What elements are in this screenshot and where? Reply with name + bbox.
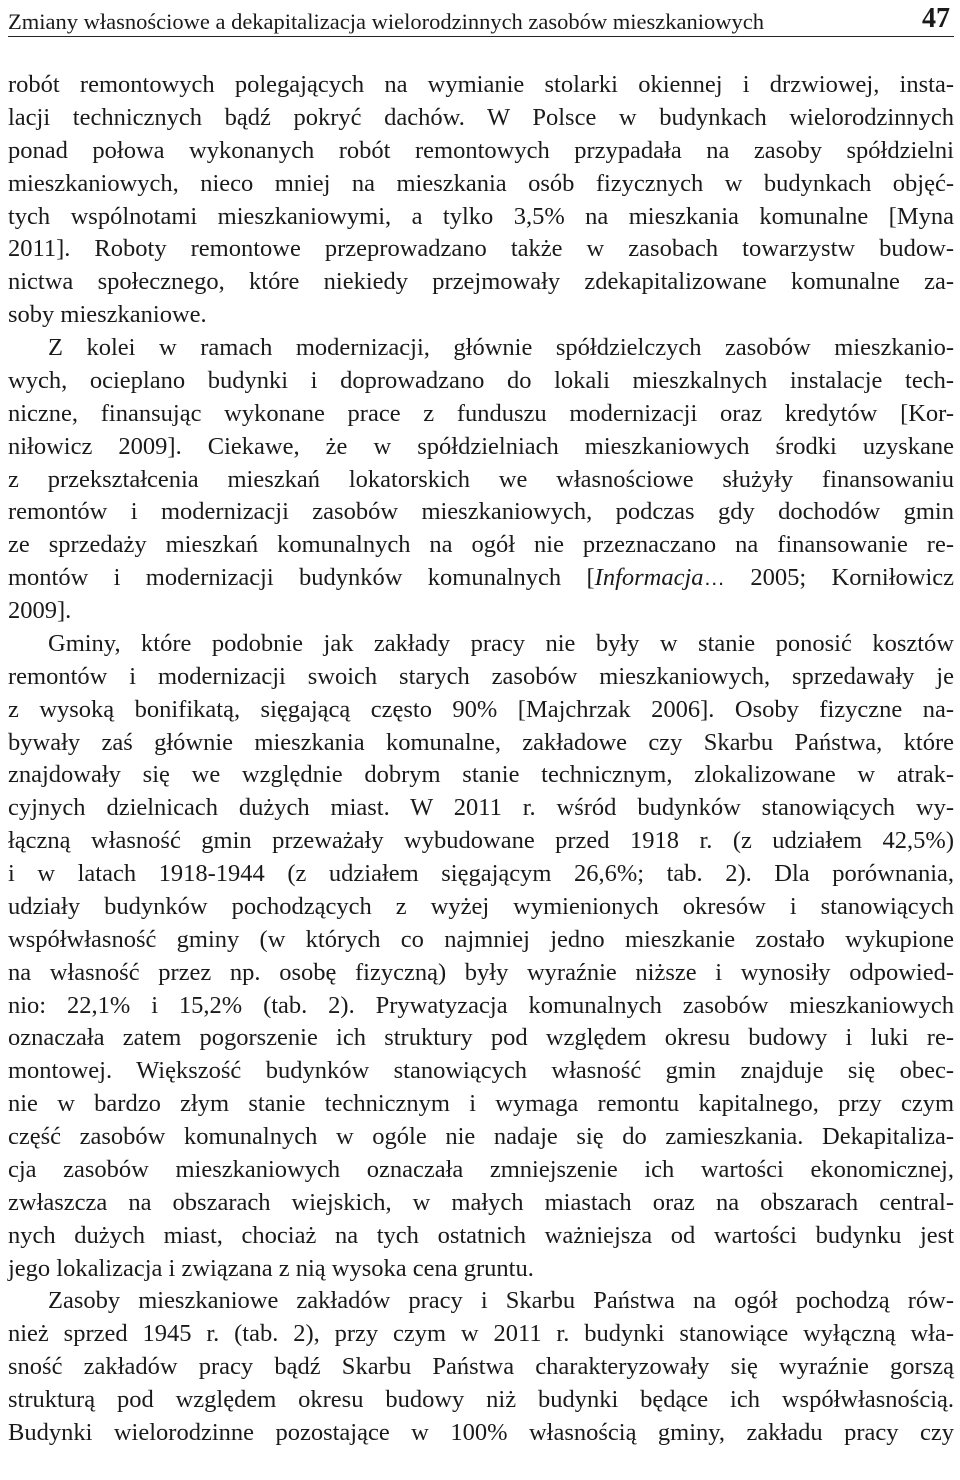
- citation-ellipsis: …: [703, 566, 726, 591]
- text-line: niłowicz 2009]. Ciekawe, że w spółdzielniach mieszkaniowych środki uzyskane: [8, 432, 954, 460]
- text-line: wych, ocieplano budynki i doprowadzano do lokali mieszkalnych instalacje tech-: [8, 366, 954, 394]
- text-line: remontów i modernizacji zasobów mieszkaniowych, podczas gdy dochodów gmin: [8, 498, 954, 526]
- running-header: [8, 2, 954, 37]
- body-text: [8, 69, 954, 1450]
- text-line: nież sprzed 1945 r. (tab. 2), przy czym w 2011 r. budynki stanowiące wyłączną wła-: [8, 1320, 954, 1348]
- text-line: współwłasność gminy (w których co najmniej jedno mieszkanie zostało wykupione: [8, 925, 954, 953]
- text-line: sność zakładów pracy bądź Skarbu Państwa charakteryzowały się wyraźnie gorszą: [8, 1353, 954, 1381]
- text-line: Zasoby mieszkaniowe zakładów pracy i Skarbu Państwa na ogół pochodzą rów-: [48, 1287, 954, 1315]
- text-line: Budynki wielorodzinne pozostające w 100% własnością gminy, zakładu pracy czy: [8, 1418, 954, 1446]
- text-line: soby mieszkaniowe.: [8, 301, 207, 329]
- paragraph-2: [8, 332, 954, 628]
- text-line: 2011]. Roboty remontowe przeprowadzano także w zasobach towarzystw budow-: [8, 235, 954, 263]
- citation-italic: Informacja: [594, 564, 704, 592]
- text-line: znajdowały się we względnie dobrym stanie technicznym, zlokalizowane w atrak-: [8, 761, 954, 789]
- text-line: 2009].: [8, 597, 72, 624]
- text-line: z przekształcenia mieszkań lokatorskich we własnościowe służyły finansowaniu: [8, 465, 954, 493]
- text-line: łączną własność gmin przeważały wybudowane przed 1918 r. (z udziałem 42,5%): [8, 827, 954, 855]
- text-line: udziały budynków pochodzących z wyżej wymienionych okresów i stanowiących: [8, 892, 954, 920]
- text-line: bywały zaś głównie mieszkania komunalne, zakładowe czy Skarbu Państwa, które: [8, 728, 954, 756]
- text-line: cja zasobów mieszkaniowych oznaczała zmniejszenie ich wartości ekonomicznej,: [8, 1155, 954, 1183]
- text-line: jego lokalizacja i związana z nią wysoka cena gruntu.: [8, 1254, 534, 1282]
- text-line: nio: 22,1% i 15,2% (tab. 2). Prywatyzacja komunalnych zasobów mieszkaniowych: [8, 991, 954, 1019]
- paragraph-3: [8, 628, 954, 1286]
- running-header-title: Zmiany własnościowe a dekapitalizacja wielorodzinnych zasobów mieszkaniowych: [8, 9, 764, 34]
- text-line: i w latach 1918-1944 (z udziałem sięgającym 26,6%; tab. 2). Dla porównania,: [8, 860, 954, 887]
- text-line: nych dużych miast, chociaż na tych ostatnich ważniejsza od wartości budynku jest: [8, 1221, 954, 1249]
- text-line: Gminy, które podobnie jak zakłady pracy nie były w stanie ponosić kosztów: [48, 629, 954, 657]
- document-page: [8, 0, 954, 1480]
- text-line: lacji technicznych bądź pokryć dachów. W Polsce w budynkach wielorodzinnych: [8, 103, 954, 131]
- text-run: 2005; Korniłowicz: [725, 564, 954, 592]
- text-line: nictwa społecznego, które niekiedy przejmowały zdekapitalizowane komunalne za-: [8, 268, 954, 296]
- paragraph-4: [8, 1285, 954, 1449]
- text-line: Z kolei w ramach modernizacji, głównie spółdzielczych zasobów mieszkanio-: [48, 334, 954, 361]
- text-line: z wysoką bonifikatą, sięgającą często 90% [Majchrzak 2006]. Osoby fizyczne na-: [8, 695, 954, 723]
- text-line: ponad połowa wykonanych robót remontowych przypadała na zasoby spółdzielni: [8, 136, 954, 164]
- text-line: nie w bardzo złym stanie technicznym i wymaga remontu kapitalnego, przy czym: [8, 1090, 954, 1118]
- text-line: cyjnych dzielnicach dużych miast. W 2011 r. wśród budynków stanowiących wy-: [8, 794, 954, 822]
- page-number: 47: [922, 3, 950, 34]
- text-line: strukturą pod względem okresu budowy niż budynki będące ich współwłasnością.: [8, 1386, 954, 1413]
- text-line: niczne, finansując wykonane prace z funduszu modernizacji oraz kredytów [Kor-: [8, 399, 954, 427]
- text-line: montowej. Większość budynków stanowiących własność gmin znajduje się obec-: [8, 1057, 954, 1085]
- text-line: tych wspólnotami mieszkaniowymi, a tylko 3,5% na mieszkania komunalne [Myna: [8, 202, 954, 230]
- text-line: [8, 562, 954, 595]
- text-line: ze sprzedaży mieszkań komunalnych na ogół nie przeznaczano na finansowanie re-: [8, 531, 954, 559]
- text-line: zwłaszcza na obszarach wiejskich, w małych miastach oraz na obszarach central-: [8, 1188, 954, 1216]
- text-line: oznaczała zatem pogorszenie ich struktury pod względem okresu budowy i luki re-: [8, 1024, 954, 1052]
- text-line: mieszkaniowych, nieco mniej na mieszkania osób fizycznych w budynkach objęć-: [8, 169, 954, 197]
- text-run: montów i modernizacji budynków komunalnych [: [8, 564, 595, 592]
- text-line: na własność przez np. osobę fizyczną) były wyraźnie niższe i wynosiły odpowied-: [8, 958, 954, 986]
- text-line: część zasobów komunalnych w ogóle nie nadaje się do zamieszkania. Dekapitaliza-: [8, 1123, 954, 1150]
- text-line: remontów i modernizacji swoich starych zasobów mieszkaniowych, sprzedawały je: [8, 662, 954, 690]
- text-line: robót remontowych polegających na wymianie stolarki okiennej i drzwiowej, insta-: [8, 71, 954, 98]
- paragraph-1: [8, 69, 954, 332]
